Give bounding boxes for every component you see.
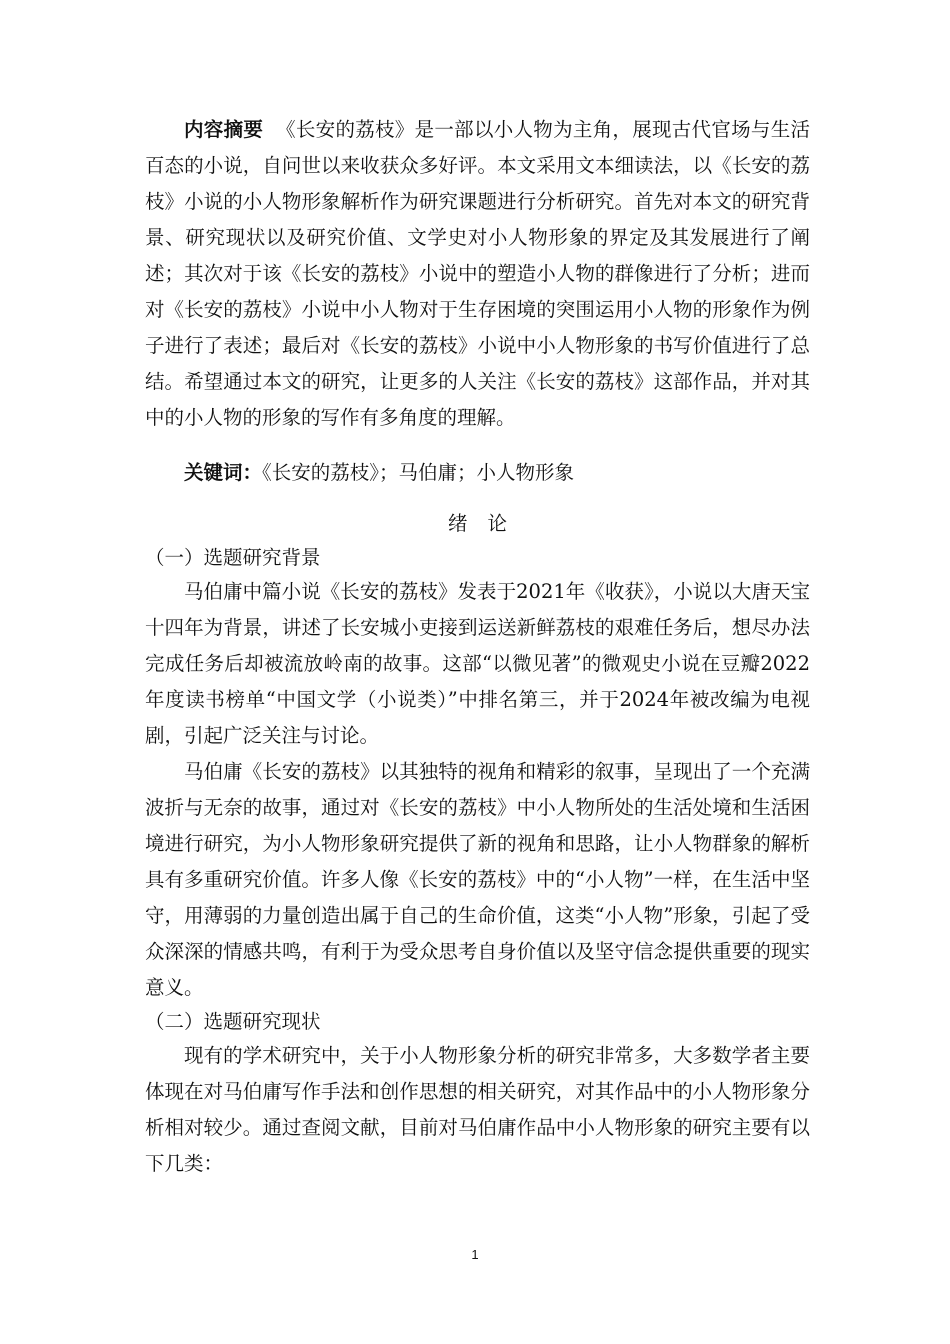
keywords-line bbox=[145, 455, 810, 491]
section2-heading: （二）选题研究现状 bbox=[145, 1010, 321, 1033]
keywords-label: 关键词： bbox=[184, 461, 263, 484]
page-number: 1 bbox=[471, 1247, 479, 1262]
section1-paragraph-2: 马伯庸《长安的荔枝》以其独特的视角和精彩的叙事，呈现出了一个充满波折与无奈的故事，通过对《长安的荔枝》中小人物所处的生活处境和生活困境进行研究，为小人物形象研究提供了新的视角和思路，让小人物群象的解析具有多重研究价值。许多人像《长安的荔枝》中的“小人物”一样，在生活中坚守，用薄弱的力量创造出属于自己的生命价值，这类“小人物”形象，引起了受众深深的情感共鸣，有利于为受众思考自身价值以及坚守信念提供重要的现实意义。 bbox=[145, 760, 810, 999]
abstract-text: 《长安的荔枝》是一部以小人物为主角，展现古代官场与生活百态的小说，自问世以来收获众多好评。本文采用文本细读法，以《长安的荔枝》小说的小人物形象解析作为研究课题进行分析研究。首先对本文的研究背景、研究现状以及研究价值、文学史对小人物形象的界定及其发展进行了阐述；其次对于该《长安的荔枝》小说中的塑造小人物的群像进行了分析；进而对《长安的荔枝》小说中小人物对于生存困境的突围运用小人物的形象作为例子进行了表述；最后对《长安的荔枝》小说中小人物形象的书写价值进行了总结。希望通过本文的研究，让更多的人关注《长安的荔枝》这部作品，并对其中的小人物的形象的写作有多角度的理解。 bbox=[145, 118, 810, 429]
introduction-title: 绪论 bbox=[447, 512, 527, 535]
page-content bbox=[145, 112, 810, 1182]
section2-paragraph-1: 现有的学术研究中，关于小人物形象分析的研究非常多，大多数学者主要体现在对马伯庸写作手法和创作思想的相关研究，对其作品中的小人物形象分析相对较少。通过查阅文献，目前对马伯庸作品中小人物形象的研究主要有以下几类： bbox=[145, 1044, 810, 1175]
abstract-paragraph bbox=[145, 112, 810, 436]
section1-heading: （一）选题研究背景 bbox=[145, 546, 321, 569]
keywords-text: 《长安的荔枝》；马伯庸；小人物形象 bbox=[262, 461, 575, 484]
abstract-label: 内容摘要 bbox=[184, 118, 264, 141]
section1-paragraph-1: 马伯庸中篇小说《长安的荔枝》发表于2021年《收获》，小说以大唐天宝十四年为背景，讲述了长安城小吏接到运送新鲜荔枝的艰难任务后，想尽办法完成任务后却被流放岭南的故事。这部“以微见著”的微观史小说在豆瓣2022年度读书榜单“中国文学（小说类）”中排名第三，并于2024年被改编为电视剧，引起广泛关注与讨论。 bbox=[145, 580, 810, 747]
